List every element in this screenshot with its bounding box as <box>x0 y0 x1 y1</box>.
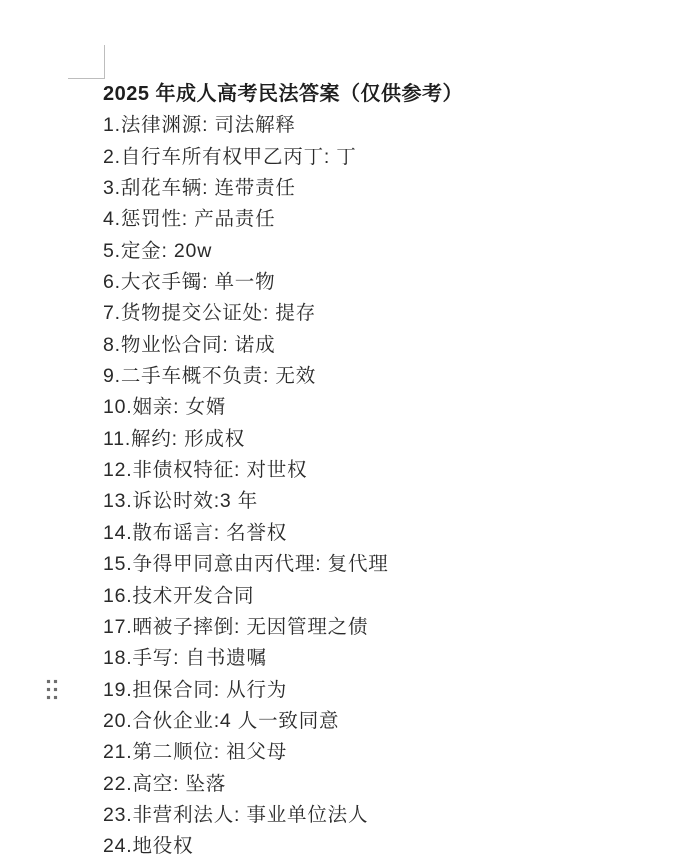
answer-line-19: 19.担保合同: 从行为 <box>103 678 288 701</box>
drag-dot <box>54 680 57 683</box>
answer-line-23: 23.非营利法人: 事业单位法人 <box>103 803 369 826</box>
answer-line-21: 21.第二顺位: 祖父母 <box>103 741 288 764</box>
answer-line-16: 16.技术开发合同 <box>103 584 255 607</box>
answer-line-10: 10.姻亲: 女婿 <box>103 396 227 419</box>
answer-line-15: 15.争得甲同意由丙代理: 复代理 <box>103 553 389 576</box>
drag-handle-icon[interactable] <box>47 680 57 699</box>
document-title: 2025 年成人高考民法答案（仅供参考） <box>103 83 464 105</box>
answer-line-7: 7.货物提交公证处: 提存 <box>103 302 316 325</box>
answer-line-3: 3.刮花车辆: 连带责任 <box>103 177 296 200</box>
answer-line-2: 2.自行车所有权甲乙丙丁: 丁 <box>103 145 357 168</box>
answer-line-24: 24.地役权 <box>103 835 194 858</box>
drag-dot <box>54 688 57 691</box>
answer-line-9: 9.二手车概不负责: 无效 <box>103 365 316 388</box>
page-margin-crop-mark-icon <box>68 45 105 79</box>
answer-line-4: 4.惩罚性: 产品责任 <box>103 208 276 231</box>
answer-line-18: 18.手写: 自书遗嘱 <box>103 647 267 670</box>
answer-line-6: 6.大衣手镯: 单一物 <box>103 271 276 294</box>
answer-line-22: 22.高空: 坠落 <box>103 772 227 795</box>
document-body <box>103 79 643 863</box>
drag-dot <box>47 696 50 699</box>
answer-line-12: 12.非债权特征: 对世权 <box>103 459 308 482</box>
answer-line-8: 8.物业忪合同: 诺成 <box>103 333 276 356</box>
answer-line-1: 1.法律渊源: 司法解释 <box>103 114 296 137</box>
answer-line-14: 14.散布谣言: 名誉权 <box>103 521 288 544</box>
answer-line-17: 17.晒被子摔倒: 无因管理之债 <box>103 615 369 638</box>
answer-line-13: 13.诉讼时效:3 年 <box>103 490 259 513</box>
answer-line-11: 11.解约: 形成权 <box>103 427 245 450</box>
answer-line-5: 5.定金: 20w <box>103 239 213 262</box>
drag-dot <box>47 688 50 691</box>
drag-dot <box>54 696 57 699</box>
answer-line-20: 20.合伙企业:4 人一致同意 <box>103 709 340 732</box>
drag-dot <box>47 680 50 683</box>
